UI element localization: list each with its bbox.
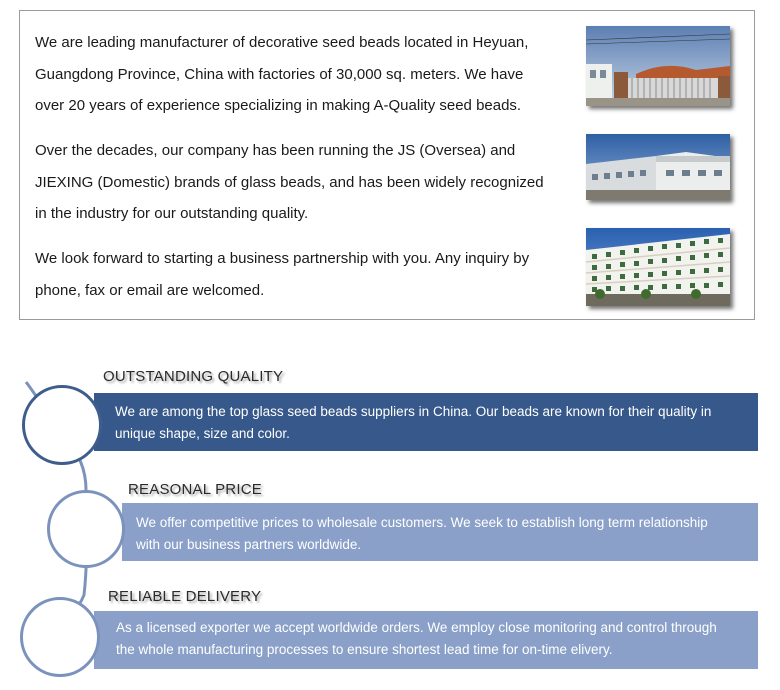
feature-heading-delivery: RELIABLE DELIVERY bbox=[108, 588, 262, 605]
feature-heading-price: REASONAL PRICE bbox=[128, 481, 262, 498]
feature-heading-quality: OUTSTANDING QUALITY bbox=[103, 368, 284, 385]
feature-text-line: with our business partners worldwide. bbox=[136, 537, 362, 552]
feature-band-quality bbox=[94, 393, 758, 451]
text-line: JIEXING (Domestic) brands of glass beads, and has been widely recognized bbox=[35, 173, 544, 191]
feature-text-line: We are among the top glass seed beads suppliers in China. Our beads are known for their quality in bbox=[115, 404, 712, 419]
factory-gate-photo bbox=[586, 26, 730, 106]
intro-paragraph-brands bbox=[35, 135, 555, 230]
feature-band-delivery bbox=[94, 611, 758, 669]
feature-band-price bbox=[122, 503, 758, 561]
feature-text-line: the whole manufacturing processes to ensure shortest lead time for on-time elivery. bbox=[116, 642, 613, 657]
feature-text-line: unique shape, size and color. bbox=[115, 426, 290, 441]
text-line: phone, fax or email are welcomed. bbox=[35, 281, 265, 299]
intro-paragraph-contact bbox=[35, 243, 555, 306]
text-line: Over the decades, our company has been running the JS (Oversea) and bbox=[35, 142, 516, 159]
text-line: We are leading manufacturer of decorative seed beads located in Heyuan, bbox=[35, 34, 529, 51]
factory-hall-photo bbox=[586, 134, 730, 200]
feature-circle-price bbox=[47, 490, 125, 568]
text-line: Guangdong Province, China with factories of 30,000 sq. meters. We have bbox=[35, 65, 524, 83]
feature-text-line: As a licensed exporter we accept worldwide orders. We employ close monitoring and control through bbox=[116, 620, 717, 635]
text-line: in the industry for our outstanding quality. bbox=[35, 205, 309, 222]
feature-circle-delivery bbox=[20, 597, 100, 677]
dormitory-building-photo bbox=[586, 228, 730, 306]
text-line: over 20 years of experience specializing in making A-Quality seed beads. bbox=[35, 97, 522, 114]
intro-paragraph-location bbox=[35, 27, 555, 122]
feature-text-line: We offer competitive prices to wholesale customers. We seek to establish long term relationship bbox=[136, 515, 708, 530]
feature-circle-quality bbox=[22, 385, 102, 465]
intro-box bbox=[19, 10, 755, 320]
text-line: We look forward to starting a business partnership with you. Any inquiry by bbox=[35, 250, 530, 267]
